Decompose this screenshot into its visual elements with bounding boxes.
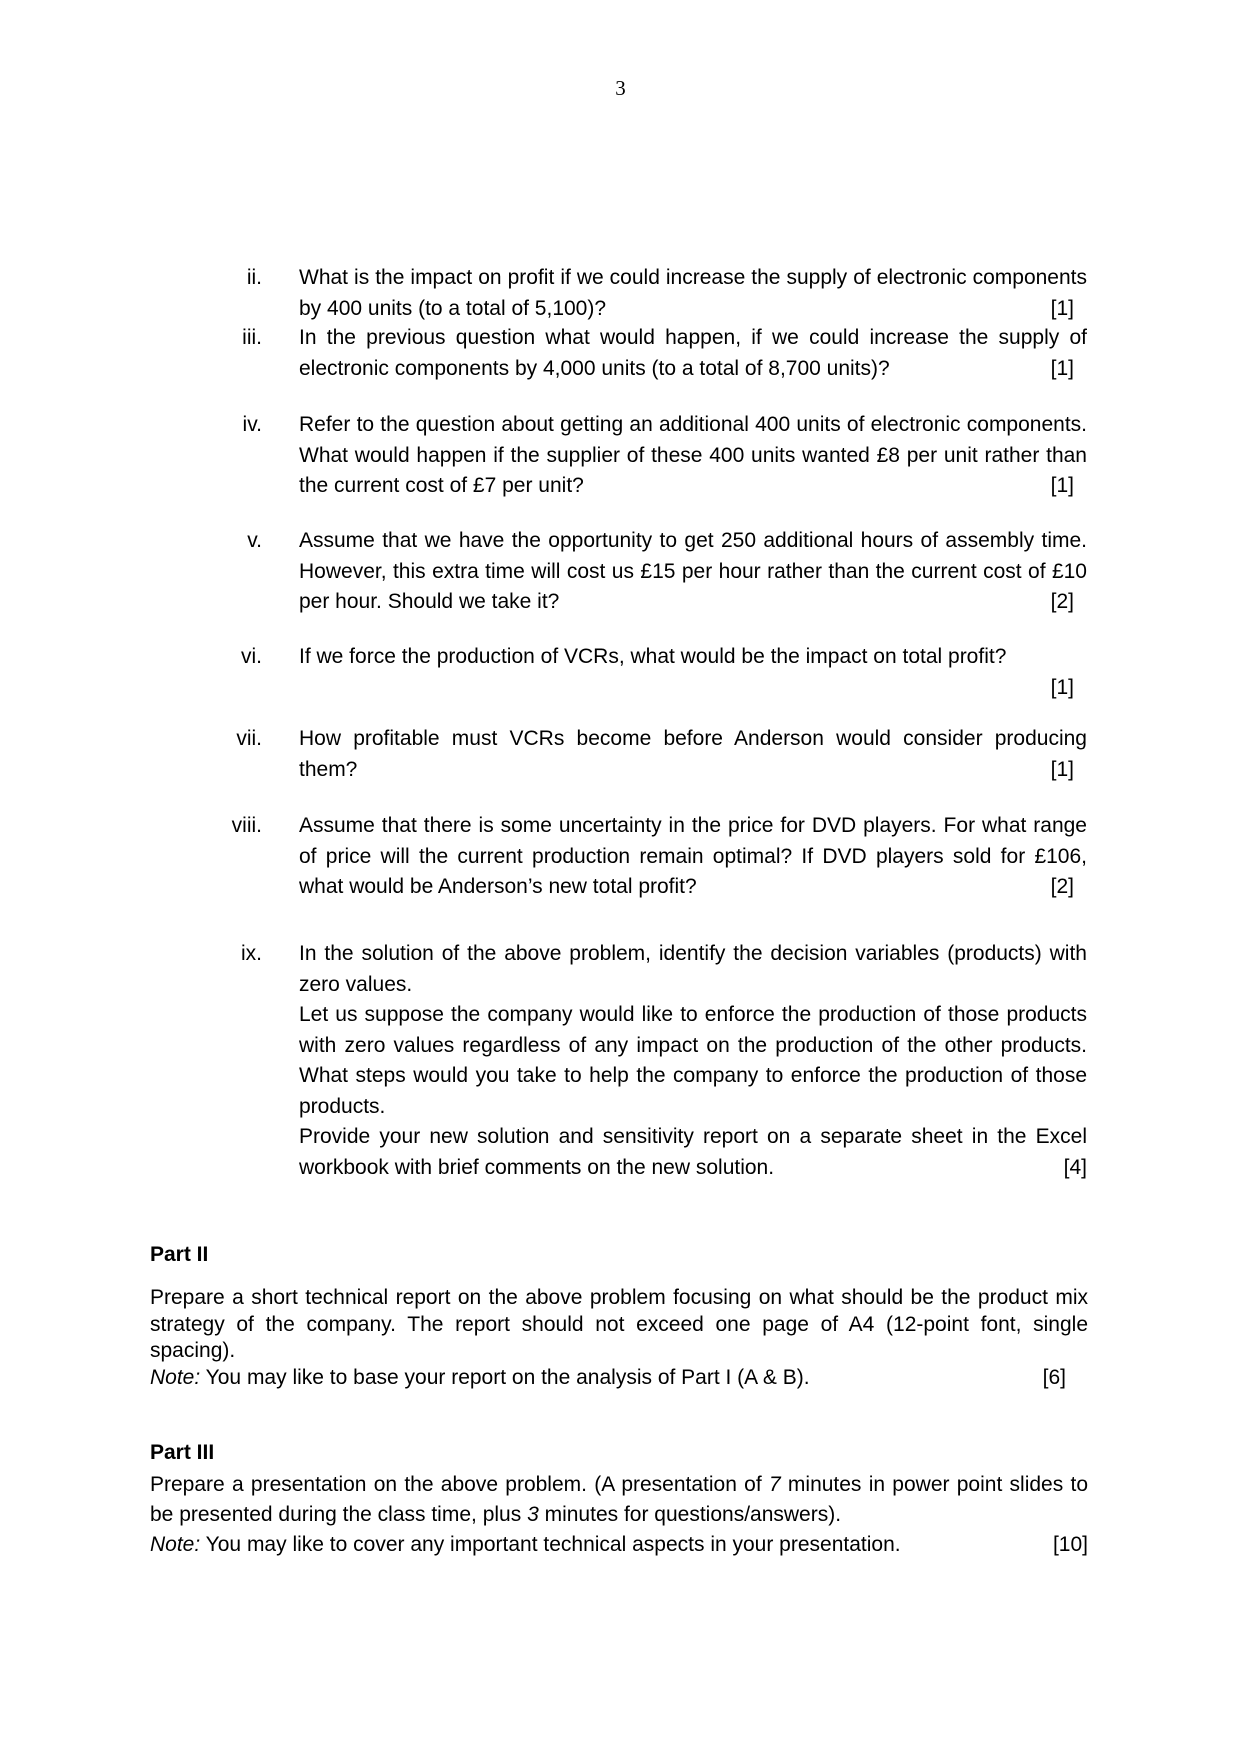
question-number: iii. <box>242 326 262 349</box>
question-text: If we force the production of VCRs, what would be the impact on total profit? <box>299 645 1007 668</box>
question-marks: [1] <box>1050 474 1074 497</box>
question-marks: [2] <box>1050 875 1074 898</box>
part3-minutes-present: 7 <box>768 1473 781 1496</box>
question-text: Let us suppose the company would like to enforce the production of those products with zero values regardless of any impact on the production of the other products. What steps would you take to help the company to enforce the production of those products. <box>299 1003 1087 1118</box>
question-marks: [2] <box>1050 590 1074 613</box>
question-marks: [1] <box>1050 356 1074 380</box>
question-number: ix. <box>241 942 262 965</box>
part2-body <box>150 1285 1088 1391</box>
question-text: Assume that there is some uncertainty in the price for DVD players. For what range of price will the current production remain optimal? If DVD players sold for £106, what would be Anderson’s new total profit? <box>299 814 1087 898</box>
part3-marks: [10] <box>1052 1533 1088 1556</box>
question-text: In the previous question what would happen, if we could increase the supply of electronic components by 4,000 units (to a total of 8,700 units)? <box>299 326 1087 380</box>
question-number: v. <box>247 529 262 552</box>
question-text: Refer to the question about getting an additional 400 units of electronic components. What would happen if the supplier of these 400 units wanted £8 per unit rather than the current cost of £7 per unit? <box>299 413 1087 497</box>
question-text: Assume that we have the opportunity to get 250 additional hours of assembly time. However, this extra time will cost us £15 per hour rather than the current cost of £10 per hour. Should we take it? <box>299 529 1087 613</box>
part2-note-text: You may like to base your report on the analysis of Part I (A & B). <box>205 1365 810 1389</box>
question-number: vi. <box>241 645 262 668</box>
part3-note-label: Note: <box>150 1533 201 1556</box>
part3-text-b: minutes in power point slides to be presented during the class time, plus <box>150 1473 1088 1526</box>
part3-text-a: Prepare a presentation on the above problem. (A presentation of <box>150 1473 762 1496</box>
question-marks: [1] <box>1050 675 1074 699</box>
part3-text-c: minutes for questions/answers). <box>544 1503 842 1526</box>
question-marks: [1] <box>1050 757 1074 781</box>
part3-heading: Part III <box>150 1441 215 1464</box>
page-number: 3 <box>615 76 626 100</box>
question-text: In the solution of the above problem, identify the decision variables (products) with zero values. <box>299 942 1087 996</box>
question-marks: [1] <box>1050 296 1074 320</box>
part2-heading: Part II <box>150 1243 209 1266</box>
question-number: ii. <box>246 266 262 289</box>
part2-marks: [6] <box>1042 1365 1066 1389</box>
part2-text: Prepare a short technical report on the above problem focusing on what should be the product mix strategy of the company. The report should not exceed one page of A4 (12-point font, single spacing). <box>150 1286 1088 1362</box>
question-number: viii. <box>231 814 262 837</box>
part3-body <box>150 1470 1088 1560</box>
question-text: What is the impact on profit if we could increase the supply of electronic components by 400 units (to a total of 5,100)? <box>299 266 1087 320</box>
question-number: vii. <box>236 727 262 750</box>
question-text: How profitable must VCRs become before Anderson would consider producing them? <box>299 727 1087 781</box>
question-text: Provide your new solution and sensitivity report on a separate sheet in the Excel workbook with brief comments on the new solution. <box>299 1125 1087 1179</box>
part2-note-label: Note: <box>150 1365 201 1389</box>
question-marks: [4] <box>1063 1155 1087 1179</box>
question-number: iv. <box>242 413 262 436</box>
part3-minutes-questions: 3 <box>527 1503 539 1526</box>
part3-note-text: You may like to cover any important technical aspects in your presentation. <box>205 1533 901 1556</box>
